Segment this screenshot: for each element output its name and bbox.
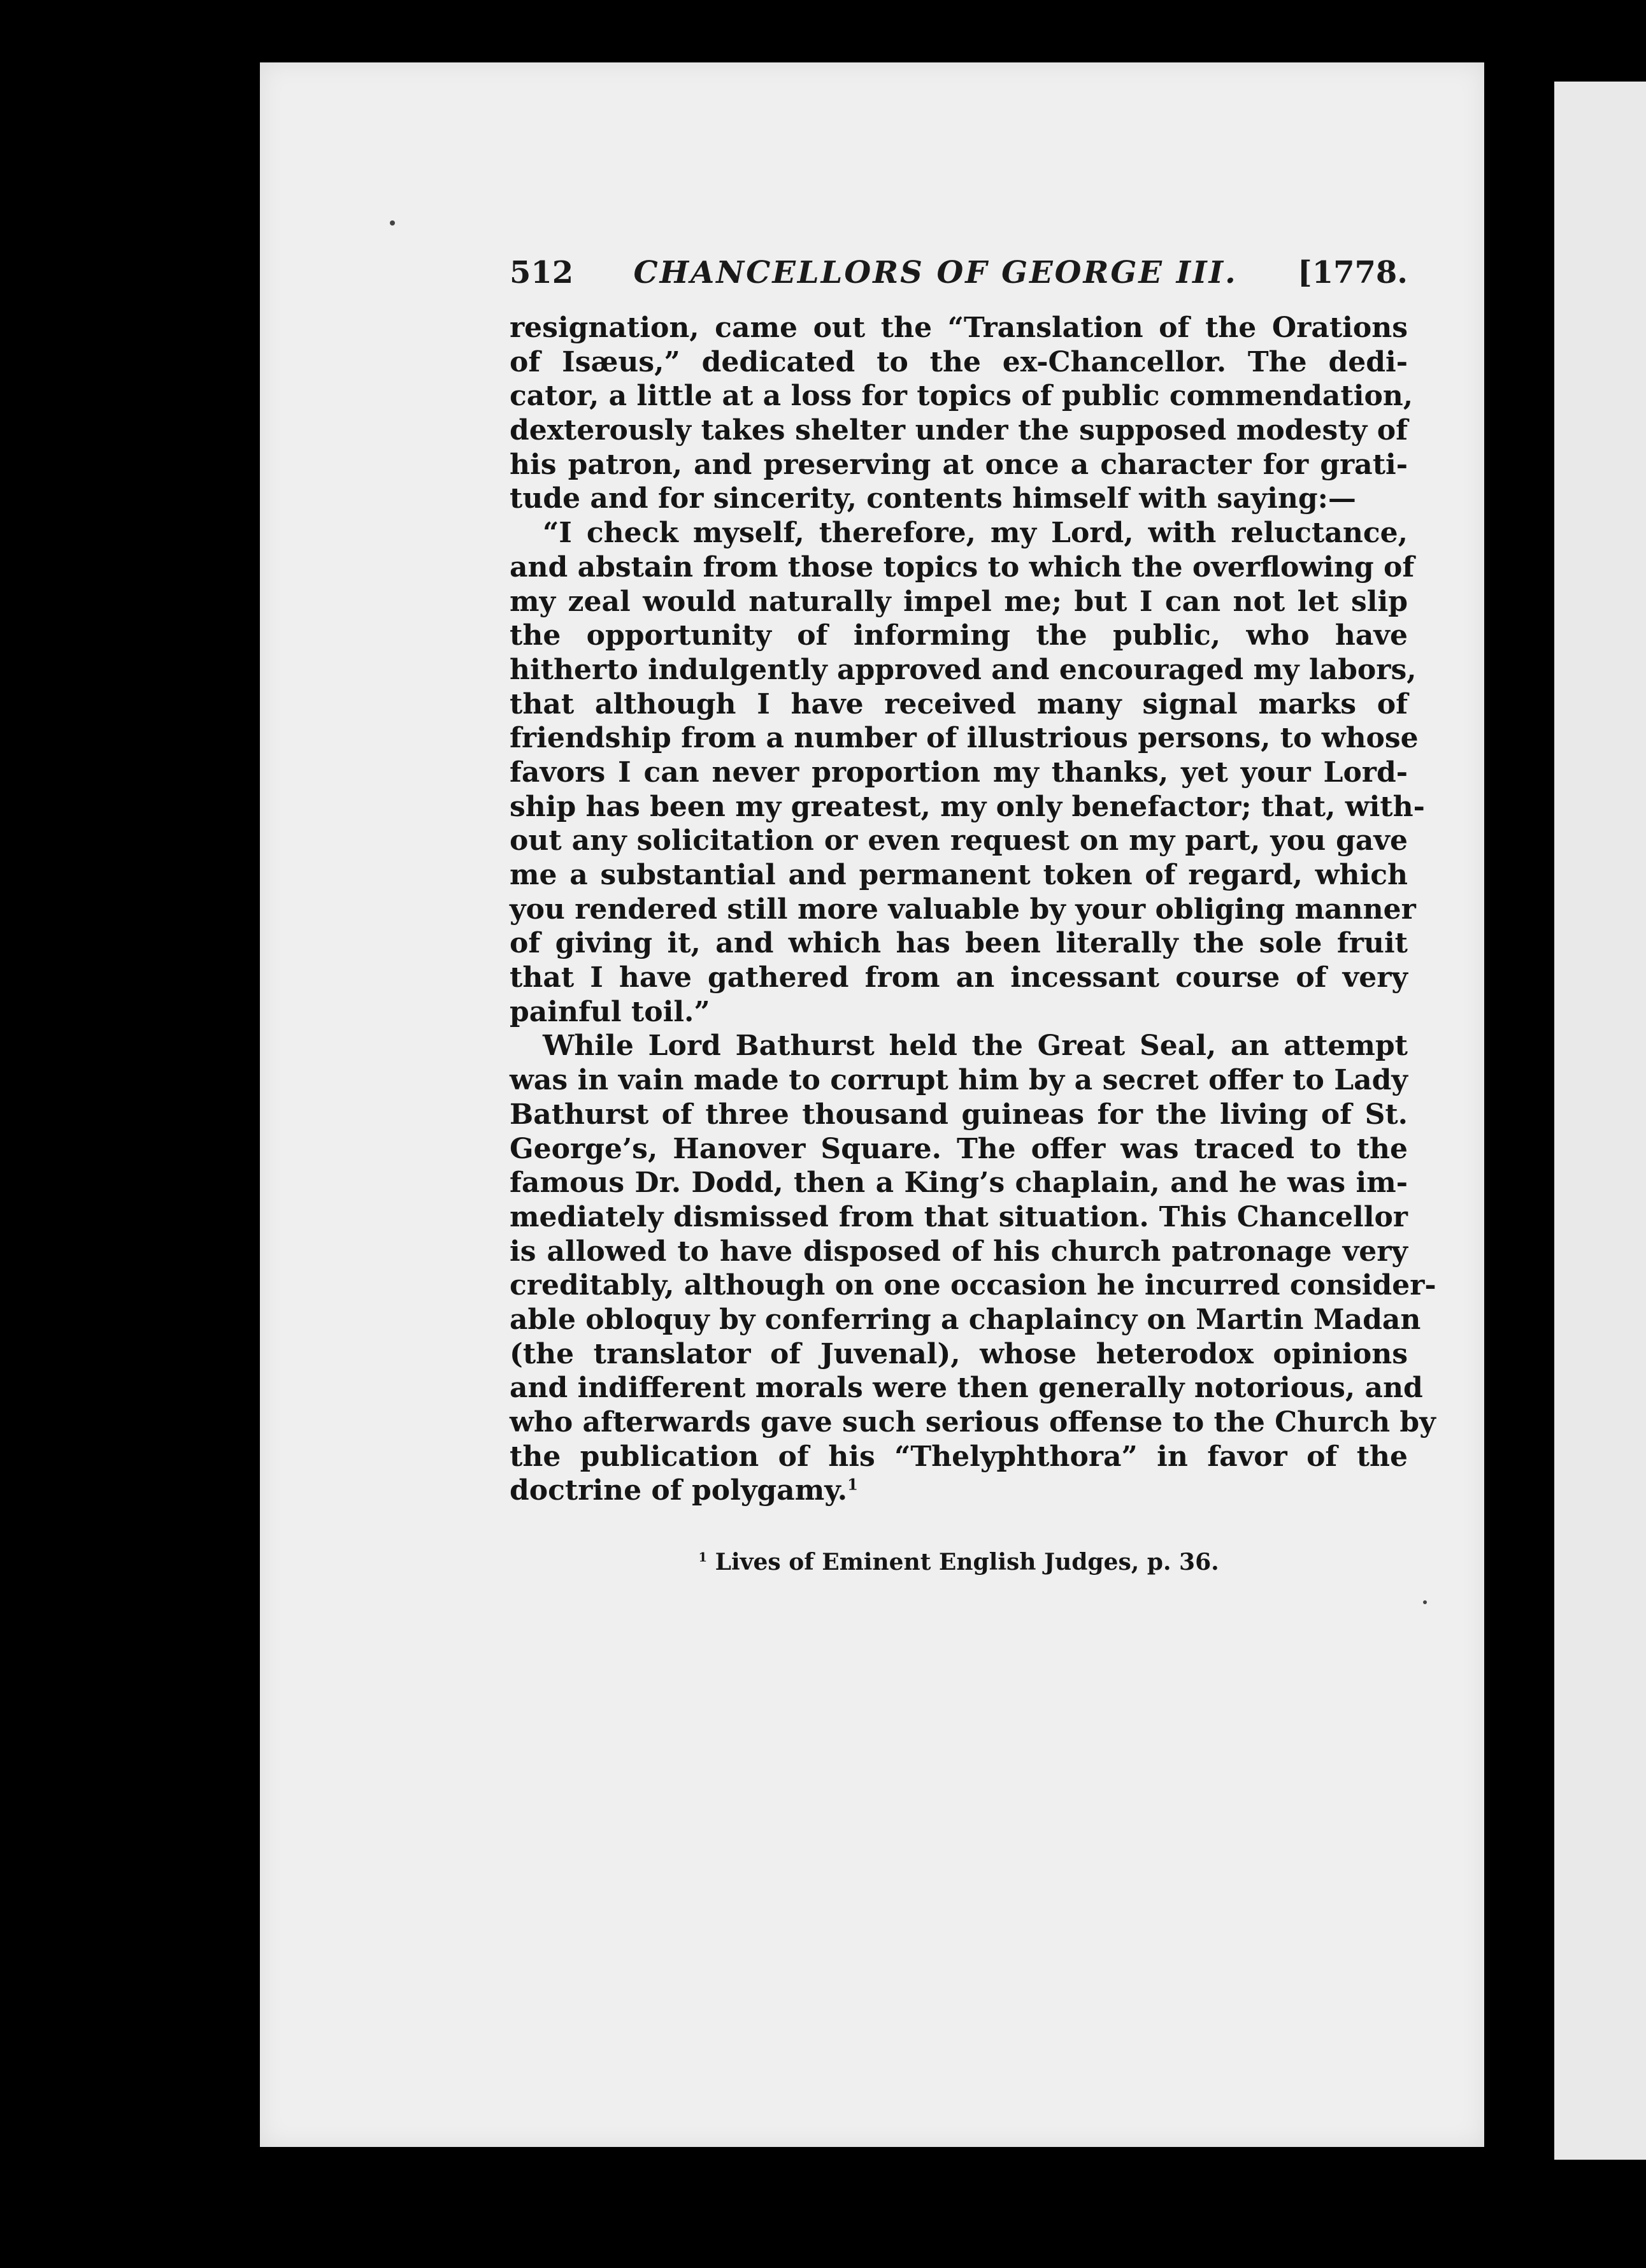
quote-line: me a substantial and permanent token of regard, which xyxy=(510,859,1408,891)
text-line: of Isæus,” dedicated to the ex-Chancellor. The dedi- xyxy=(510,345,1408,378)
quote-line: that I have gathered from an incessant course of very xyxy=(510,961,1408,994)
text-line: cator, a little at a loss for topics of public commendation, xyxy=(510,380,1413,413)
footnote xyxy=(510,1547,1408,1577)
footnote-text: Lives of Eminent English Judges, p. 36. xyxy=(715,1549,1219,1575)
header-year: [1778. xyxy=(1297,255,1408,291)
text-line: creditably, although on one occasion he incurred consider- xyxy=(510,1269,1436,1302)
text-line-content: doctrine of polygamy. xyxy=(510,1474,848,1507)
text-line: mediately dismissed from that situation. This Chancellor xyxy=(510,1200,1408,1233)
quote-line: “I check myself, therefore, my Lord, with reluctance, xyxy=(543,517,1408,550)
text-line-with-note xyxy=(510,1474,1408,1508)
quote-line: the opportunity of informing the public, who have xyxy=(510,619,1408,652)
text-line: was in vain made to corrupt him by a secret offer to Lady xyxy=(510,1064,1408,1097)
quote-line: painful toil.” xyxy=(510,995,710,1028)
text-line: who afterwards gave such serious offense to the Church by xyxy=(510,1406,1436,1439)
text-line: (the translator of Juvenal), whose heterodox opinions xyxy=(510,1337,1408,1370)
text-line: Bathurst of three thousand guineas for the living of St. xyxy=(510,1098,1408,1131)
running-title: CHANCELLORS OF GEORGE III. xyxy=(633,255,1238,291)
quote-line: ship has been my greatest, my only benefactor; that, with- xyxy=(510,790,1425,823)
quote-line: and abstain from those topics to which the overflowing of xyxy=(510,550,1415,584)
quote-line: friendship from a number of illustrious persons, to whose xyxy=(510,722,1419,755)
text-line: famous Dr. Dodd, then a King’s chaplain, and he was im- xyxy=(510,1166,1408,1200)
quote-line: you rendered still more valuable by your obliging manner xyxy=(510,893,1416,926)
text-line: able obloquy by conferring a chaplaincy on Martin Madan xyxy=(510,1303,1421,1336)
scan-speck xyxy=(390,220,395,226)
text-line: tude and for sincerity, contents himself with saying:— xyxy=(510,482,1356,515)
text-line: and indifferent morals were then generally notorious, and xyxy=(510,1372,1423,1405)
quote-line: favors I can never proportion my thanks, yet your Lord- xyxy=(510,756,1408,789)
quote-line: out any solicitation or even request on my part, you gave xyxy=(510,824,1408,858)
text-line: dexterously takes shelter under the supposed modesty of xyxy=(510,414,1408,447)
text-line: George’s, Hanover Square. The offer was traced to the xyxy=(510,1132,1408,1165)
text-line: While Lord Bathurst held the Great Seal, an attempt xyxy=(543,1030,1408,1063)
text-line: resignation, came out the “Translation of the Orations xyxy=(510,312,1408,344)
quote-line: hitherto indulgently approved and encouraged my labors, xyxy=(510,653,1417,686)
footnote-marker: 1 xyxy=(698,1549,708,1565)
scan-speck xyxy=(1423,1600,1427,1604)
text-line: the publication of his “Thelyphthora” in favor of the xyxy=(510,1440,1408,1473)
body-text xyxy=(510,311,1436,1508)
quote-line: my zeal would naturally impel me; but I can not let slip xyxy=(510,585,1408,618)
running-header xyxy=(510,247,1408,298)
text-line: is allowed to have disposed of his church patronage very xyxy=(510,1235,1408,1268)
quote-line: of giving it, and which has been literally the sole fruit xyxy=(510,927,1408,960)
text-line: his patron, and preserving at once a character for grati- xyxy=(510,448,1408,481)
adjacent-page-edge xyxy=(1554,82,1646,2160)
page-number: 512 xyxy=(510,255,574,291)
quote-line: that although I have received many signal marks of xyxy=(510,687,1408,721)
footnote-reference: 1 xyxy=(847,1475,858,1494)
